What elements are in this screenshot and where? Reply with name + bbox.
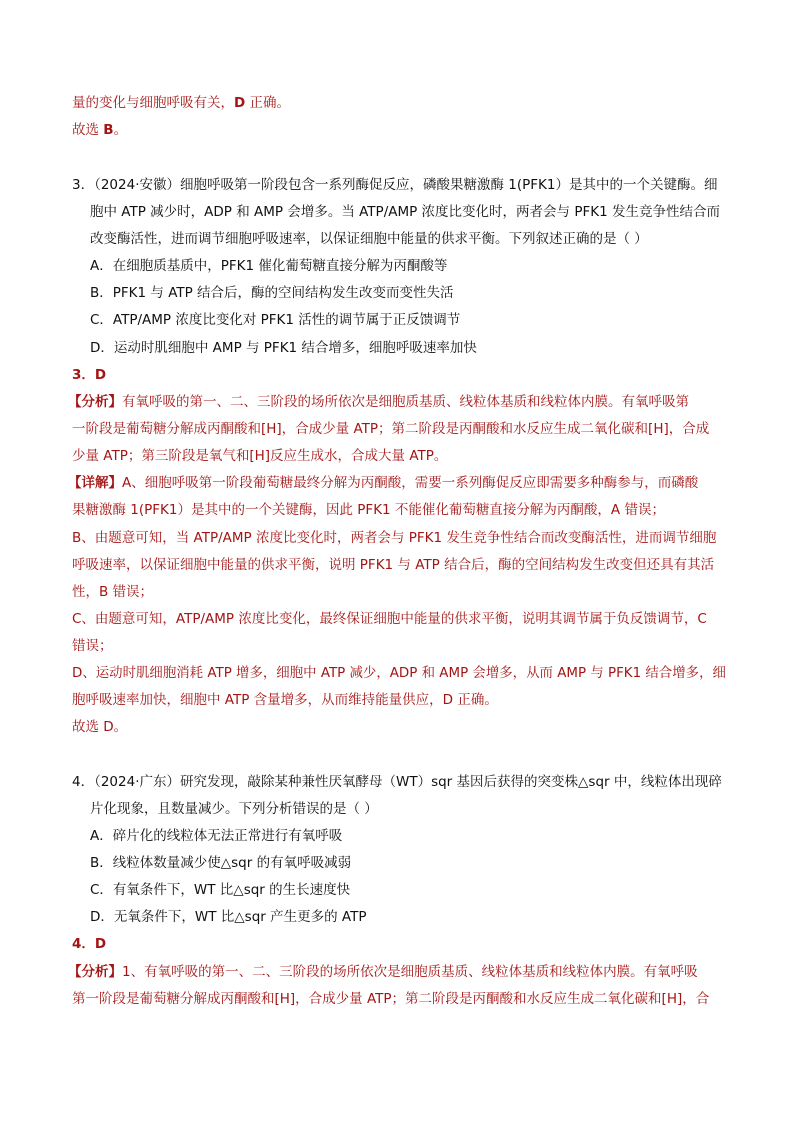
text: A、细胞呼吸第一阶段葡萄糖最终分解为丙酮酸，需要一系列酶促反应即需要多种酶参与，而磷酸 [122, 475, 699, 491]
q3-option-a: A．在细胞质基质中，PFK1 催化葡萄糖直接分解为丙酮酸等 [90, 258, 448, 274]
text: 量的变化与细胞呼吸有关， [72, 95, 234, 111]
q3-stem-line-1: 3．（2024·安徽）细胞呼吸第一阶段包含一系列酶促反应，磷酸果糖激酶 1(PFK1）是其中的一个关键酶。细 [72, 177, 718, 193]
q3-answer: 3．D [72, 367, 107, 383]
analysis-tag: 【分析】 [68, 964, 122, 980]
q3-choose: 故选 D。 [72, 719, 128, 735]
text: 有氧呼吸的第一、二、三阶段的场所依次是细胞质基质、线粒体基质和线粒体内膜。有氧呼吸第 [122, 394, 689, 410]
text: 1、有氧呼吸的第一、二、三阶段的场所依次是细胞质基质、线粒体基质和线粒体内膜。有氧呼吸 [122, 964, 698, 980]
q4-stem-line-1: 4．（2024·广东）研究发现，敲除某种兼性厌氧酵母（WT）sqr 基因后获得的突变株△sqr 中，线粒体出现碎 [72, 774, 722, 790]
q3-detail-line-4: 呼吸速率，以保证细胞中能量的供求平衡，说明 PFK1 与 ATP 结合后，酶的空间结构发生改变但还具有其活 [72, 557, 715, 573]
q3-detail-line-7: 错误； [72, 638, 113, 654]
q3-detail-line-2: 果糖激酶 1(PFK1）是其中的一个关键酶，因此 PFK1 不能催化葡萄糖直接分解为丙酮酸，A 错误； [72, 502, 665, 518]
q3-detail-line-8: D、运动时肌细胞消耗 ATP 增多，细胞中 ATP 减少，ADP 和 AMP 会增多，从而 AMP 与 PFK1 结合增多，细 [72, 665, 726, 681]
q4-analysis-line-2: 第一阶段是葡萄糖分解成丙酮酸和[H]，合成少量 ATP；第二阶段是丙酮酸和水反应生成二氧化碳和[H]，合 [72, 991, 710, 1007]
q3-option-b: B．PFK1 与 ATP 结合后，酶的空间结构发生改变而变性失活 [90, 285, 454, 301]
q3-option-c: C．ATP/AMP 浓度比变化对 PFK1 活性的调节属于正反馈调节 [90, 312, 461, 328]
analysis-tag: 【分析】 [68, 394, 122, 410]
q3-stem-line-3: 改变酶活性，进而调节细胞呼吸速率，以保证细胞中能量的供求平衡。下列叙述正确的是（ ） [90, 231, 648, 247]
q3-option-d: D．运动时肌细胞中 AMP 与 PFK1 结合增多，细胞呼吸速率加快 [90, 340, 477, 356]
q3-detail-line-5: 性，B 错误； [72, 584, 154, 600]
text: 故选 [72, 122, 104, 138]
q3-analysis-line-1 [68, 392, 689, 412]
q3-detail-line-9: 胞呼吸速率加快，细胞中 ATP 含量增多，从而维持能量供应，D 正确。 [72, 692, 498, 708]
q3-stem-line-2: 胞中 ATP 减少时，ADP 和 AMP 会增多。当 ATP/AMP 浓度比变化时，两者会与 PFK1 发生竞争性结合而 [90, 204, 720, 220]
q4-analysis-line-1 [68, 962, 698, 982]
q4-option-d: D．无氧条件下，WT 比△sqr 产生更多的 ATP [90, 909, 367, 925]
q3-analysis-line-2: 一阶段是葡萄糖分解成丙酮酸和[H]，合成少量 ATP；第二阶段是丙酮酸和水反应生成二氧化碳和[H]，合成 [72, 421, 710, 437]
q3-detail-line-6: C、由题意可知，ATP/AMP 浓度比变化，最终保证细胞中能量的供求平衡，说明其调节属于负反馈调节，C [72, 611, 707, 627]
q3-analysis-line-3: 少量 ATP；第三阶段是氧气和[H]反应生成水，合成大量 ATP。 [72, 448, 448, 464]
q3-detail-line-1 [68, 473, 698, 493]
text: 。 [113, 122, 128, 138]
q4-option-a: A．碎片化的线粒体无法正常进行有氧呼吸 [90, 828, 343, 844]
detail-tag: 【详解】 [68, 475, 122, 491]
answer-letter: B [103, 122, 114, 138]
text: 正确。 [245, 95, 291, 111]
prev-choose-line [72, 120, 127, 140]
q4-option-c: C．有氧条件下，WT 比△sqr 的生长速度快 [90, 882, 351, 898]
prev-conclusion-line [72, 93, 290, 113]
q4-answer: 4．D [72, 936, 107, 952]
answer-letter: D [234, 95, 246, 111]
q4-option-b: B．线粒体数量减少使△sqr 的有氧呼吸减弱 [90, 855, 352, 871]
q3-detail-line-3: B、由题意可知，当 ATP/AMP 浓度比变化时，两者会与 PFK1 发生竞争性结合而改变酶活性，进而调节细胞 [72, 530, 717, 546]
q4-stem-line-2: 片化现象，且数量减少。下列分析错误的是（ ） [90, 801, 378, 817]
